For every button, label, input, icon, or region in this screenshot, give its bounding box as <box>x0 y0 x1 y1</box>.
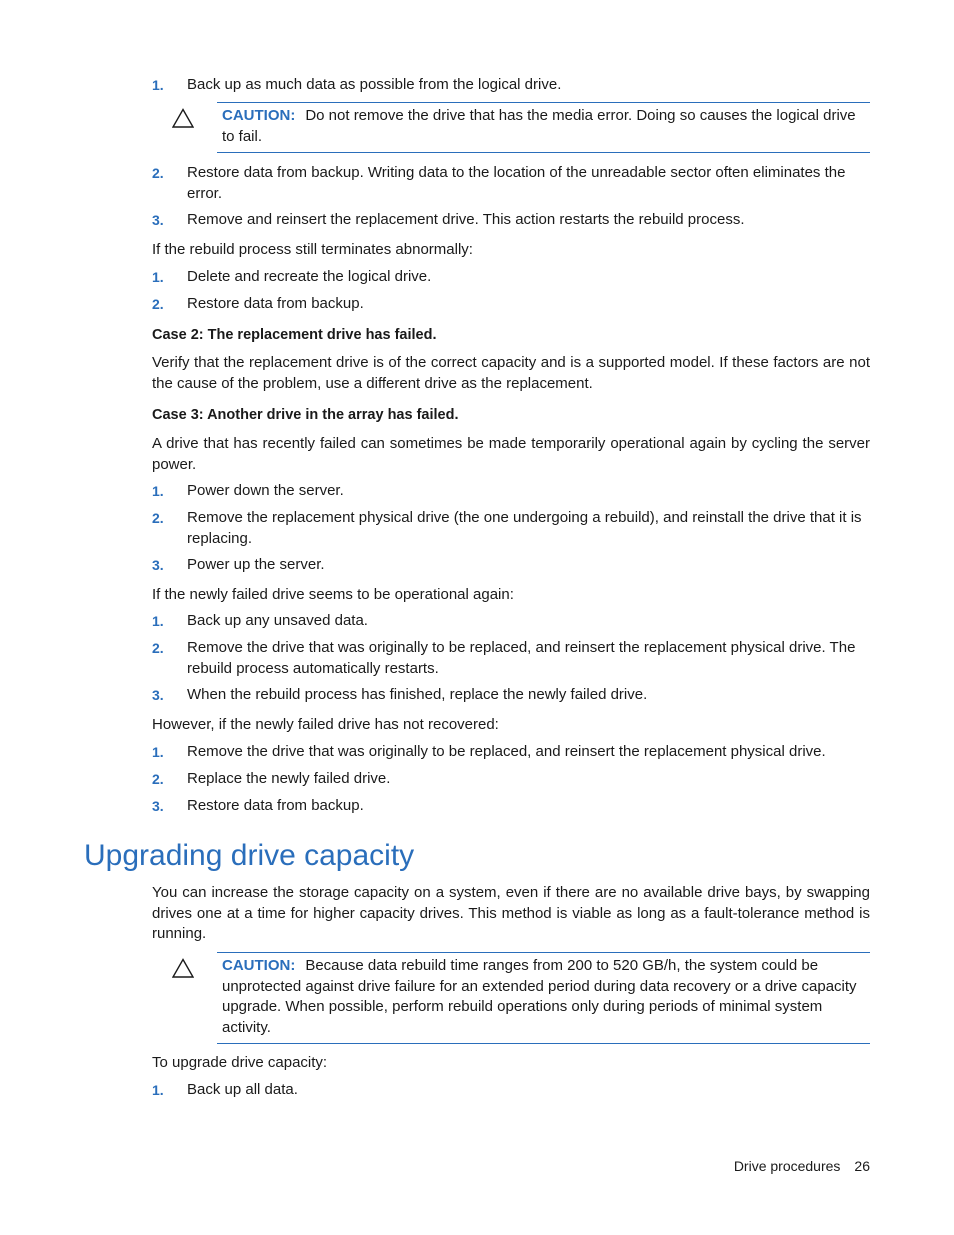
step-number: 3. <box>152 212 164 228</box>
step-number: 2. <box>152 771 164 787</box>
caution-note <box>217 952 870 1044</box>
paragraph: A drive that has recently failed can sometimes be made temporarily operational again by cycling the server power. <box>152 435 870 473</box>
step-number: 1. <box>152 269 164 285</box>
paragraph: Verify that the replacement drive is of the correct capacity and is a supported model. If these factors are not the cause of the problem, use a different drive as the replacement. <box>152 354 870 392</box>
step-text: When the rebuild process has finished, replace the newly failed drive. <box>187 686 648 703</box>
step-number: 3. <box>152 687 164 703</box>
step-number: 2. <box>152 165 164 181</box>
case-heading: Case 2: The replacement drive has failed. <box>152 327 437 343</box>
paragraph: You can increase the storage capacity on a system, even if there are no available drive bays, by swapping drives one at a time for higher capacity drives. This method is viable as long as a fault-tolerance method is running. <box>152 884 870 942</box>
step-number: 2. <box>152 510 164 526</box>
page-number: 26 <box>854 1158 870 1174</box>
section-title: Upgrading drive capacity <box>84 839 415 872</box>
step-text: Replace the newly failed drive. <box>187 770 391 787</box>
caution-text: Do not remove the drive that has the media error. Doing so causes the logical drive to fail. <box>222 107 856 145</box>
paragraph: If the newly failed drive seems to be operational again: <box>152 586 514 603</box>
case-heading: Case 3: Another drive in the array has failed. <box>152 407 459 423</box>
step-text: Remove the drive that was originally to be replaced, and reinsert the replacement physical drive. The rebuild process automatically restarts. <box>187 639 856 677</box>
step-text: Back up as much data as possible from the logical drive. <box>187 76 562 93</box>
warning-triangle-icon <box>172 108 194 128</box>
step-number: 2. <box>152 640 164 656</box>
step-text: Restore data from backup. <box>187 797 364 814</box>
step-number: 3. <box>152 798 164 814</box>
step-text: Delete and recreate the logical drive. <box>187 268 432 285</box>
step-text: Remove the replacement physical drive (the one undergoing a rebuild), and reinstall the drive that it is replacing. <box>187 509 862 547</box>
step-number: 1. <box>152 483 164 499</box>
step-text: Restore data from backup. Writing data to the location of the unreadable sector often eliminates the error. <box>187 164 846 202</box>
step-number: 2. <box>152 296 164 312</box>
step-number: 3. <box>152 557 164 573</box>
step-number: 1. <box>152 77 164 93</box>
step-number: 1. <box>152 744 164 760</box>
step-text: Remove and reinsert the replacement drive. This action restarts the rebuild process. <box>187 211 745 228</box>
step-text: Back up all data. <box>187 1081 298 1098</box>
step-text: Restore data from backup. <box>187 295 364 312</box>
step-number: 1. <box>152 613 164 629</box>
paragraph: To upgrade drive capacity: <box>152 1054 328 1071</box>
step-number: 1. <box>152 1082 164 1098</box>
step-text: Power down the server. <box>187 482 344 499</box>
caution-text: Because data rebuild time ranges from 200 to 520 GB/h, the system could be unprotected against drive failure for an extended period during data recovery or a drive capacity upgrade. When possible, perform rebuild operations only during periods of minimal system activity. <box>222 957 857 1036</box>
footer-section: Drive procedures <box>733 1158 841 1174</box>
caution-label: CAUTION: <box>222 957 296 974</box>
step-text: Remove the drive that was originally to be replaced, and reinsert the replacement physical drive. <box>187 743 826 760</box>
caution-label: CAUTION: <box>222 107 296 124</box>
step-text: Back up any unsaved data. <box>187 612 368 629</box>
paragraph: If the rebuild process still terminates abnormally: <box>152 241 473 258</box>
page-footer <box>734 1158 870 1174</box>
step-text: Power up the server. <box>187 556 325 573</box>
caution-note <box>217 102 870 153</box>
paragraph: However, if the newly failed drive has not recovered: <box>152 716 499 733</box>
warning-triangle-icon <box>172 958 194 978</box>
